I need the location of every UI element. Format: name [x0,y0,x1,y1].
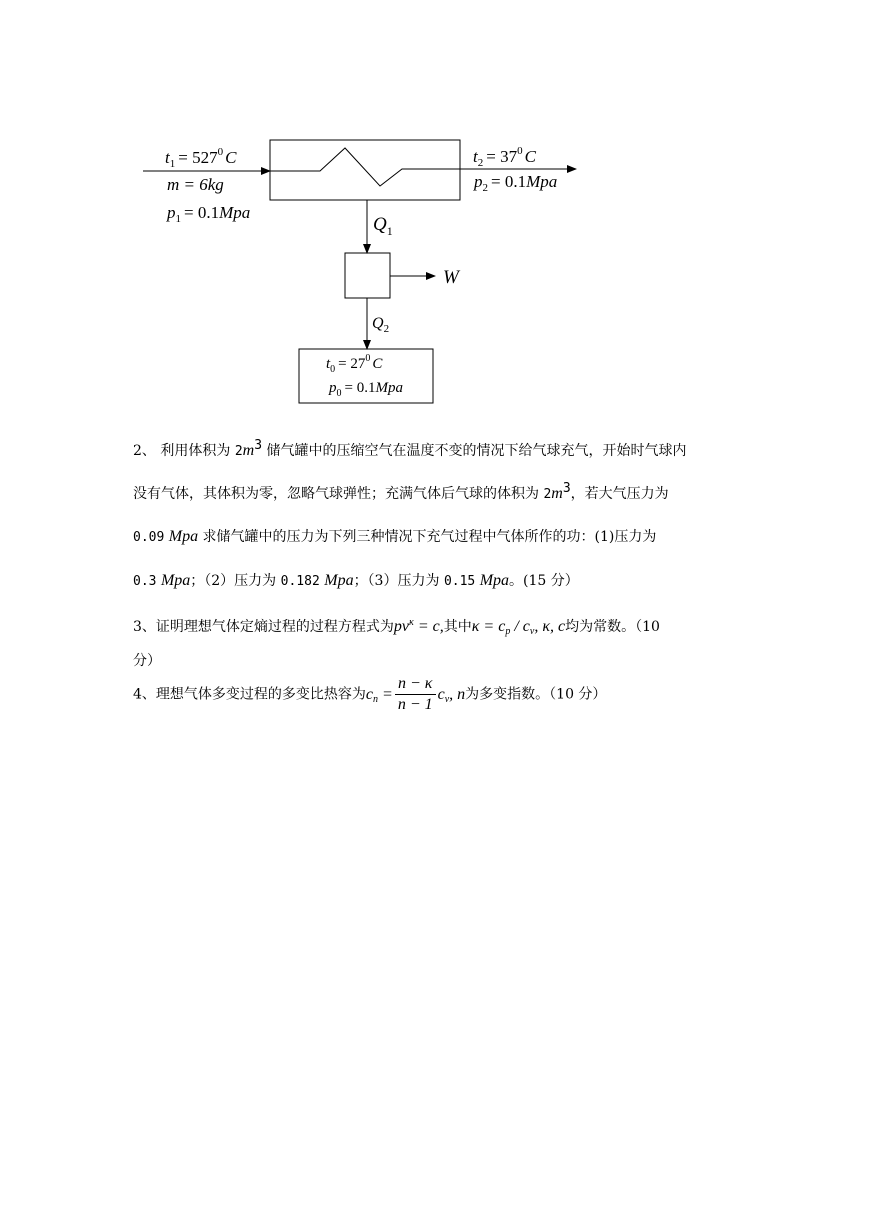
environment-pressure-label: $p_0 = 0.1Mpa$ [329,380,403,399]
polytropic-cn: $c_n$ = [365,685,393,705]
q2-label: $Q_2$ [372,315,390,335]
work-label: W [443,267,459,288]
outlet-pressure-label: $p_2 = 0.1Mpa$ [474,172,558,194]
polytropic-fraction: $\frac{n - \kappa}{n - 1}$ [395,675,436,714]
heat-exchanger-coil [270,148,460,186]
problem-2-line-2: 没有气体，其体积为零，忽略气球弹性；充满气体后气球的体积为 $2m^3$，若大气压力为 [133,481,669,502]
inlet-pressure-label: $p_1 = 0.1Mpa$ [167,203,251,225]
q1-label: $Q_1$ [373,214,393,238]
problem-4-line: 4、理想气体多变过程的多变比热容为$c_n$ = $\frac{n - \kappa}{n - 1}$ $c_v$, n为多变指数。（10 分） [133,675,607,713]
inlet-mass-label: m = 6kg [167,175,224,194]
problem-2-line-3: 0.09 Mpa 求储气罐中的压力为下列三种情况下充气过程中气体所作的功：(1)压力为 [133,528,657,545]
polytropic-cv: $c_v$, n [437,685,466,705]
kappa-definition: $\kappa = c_p / c_v$, κ, c [471,618,566,637]
heat-engine-box [345,253,390,298]
thermo-diagram [0,0,869,420]
environment-temperature-label: $t_0 = 27^0$ C [326,353,383,375]
problem-2-text: 2、 利用体积为 [133,443,231,459]
isentropic-equation: $pv^\kappa = c$, [393,617,444,635]
outlet-temperature-label: $t_2 = 37^0$ C [473,145,536,169]
inlet-temperature-label: $t_1 = 527^0$ C [165,146,237,170]
problem-2-line-4: 0.3 Mpa；（2）压力为 0.182 Mpa；（3）压力为 0.15 Mpa。(15 分） [133,572,579,589]
problem-3-line-2: 分） [133,653,161,669]
problem-3-line-1: 3、证明理想气体定熵过程的过程方程式为$pv^\kappa = c$,其中$\kappa = c_p / c_v$, κ, c均为常数。（10 [133,617,660,637]
problem-2-line-1: 2、 利用体积为 $2m^3$ 储气罐中的压缩空气在温度不变的情况下给气球充气，开始时气球内 [133,438,687,459]
